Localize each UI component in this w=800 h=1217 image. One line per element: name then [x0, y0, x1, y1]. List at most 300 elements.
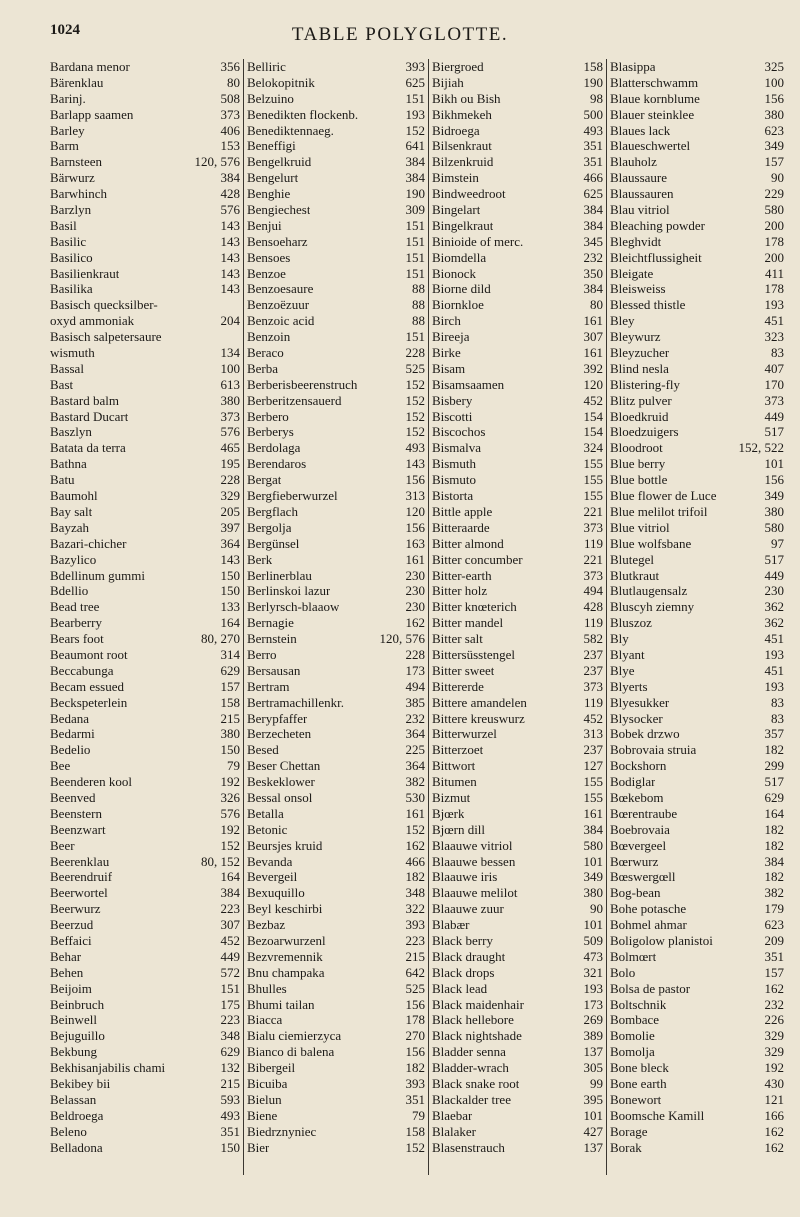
index-entry [610, 838, 784, 854]
index-entry [432, 424, 603, 440]
entry-term: Batata da terra [50, 440, 126, 456]
index-entry [50, 202, 240, 218]
index-entry [610, 345, 784, 361]
entry-term: Black drops [431, 964, 495, 980]
entry-term: Blue berry [609, 456, 666, 472]
index-column-1 [50, 59, 243, 1175]
entry-page: 178 [764, 281, 785, 297]
entry-page: 395 [583, 1091, 603, 1107]
index-entry [50, 488, 240, 504]
entry-page: 449 [764, 567, 785, 583]
index-entry [610, 1140, 784, 1156]
entry-page: 393 [405, 1076, 425, 1091]
entry-term: Barm [50, 138, 79, 154]
entry-term: Barnsteen [50, 154, 102, 170]
entry-term: Berberisbeerenstruch [246, 376, 358, 392]
entry-term: Bastard balm [50, 392, 119, 408]
entry-page: 580 [583, 837, 603, 853]
index-entry [247, 1124, 425, 1140]
entry-term: Bœrentraube [609, 805, 678, 821]
index-entry [247, 552, 425, 568]
entry-page: 151 [220, 980, 240, 996]
entry-page: 133 [220, 599, 240, 615]
entry-term: Bergat [246, 472, 282, 488]
index-entry [432, 711, 603, 727]
entry-term: Bekbung [50, 1044, 97, 1060]
entry-page: 101 [583, 853, 603, 869]
index-entry [610, 885, 784, 901]
entry-page: 576 [220, 424, 240, 440]
index-entry [50, 266, 240, 282]
entry-page: 161 [405, 805, 425, 821]
index-entry [610, 726, 784, 742]
entry-term: Bazari-chicher [50, 535, 127, 551]
entry-page: 269 [583, 1012, 603, 1028]
entry-term: Beerwurz [50, 901, 101, 917]
entry-term: Bitterwurzel [431, 726, 497, 742]
entry-term: Bitter holz [431, 583, 488, 599]
entry-page: 384 [583, 217, 603, 233]
entry-term: Bärenklau [50, 74, 104, 90]
entry-term: Blasippa [609, 59, 656, 74]
index-entry [50, 456, 240, 472]
entry-page: 101 [583, 917, 603, 933]
index-entry [247, 869, 425, 885]
entry-page: 193 [764, 297, 785, 313]
entry-term: Bleghvidt [609, 233, 662, 249]
entry-term: Bedana [50, 710, 89, 726]
entry-term: Blue wolfsbane [609, 535, 692, 551]
entry-term: Blaauwe melilot [431, 885, 518, 901]
entry-page: 384 [583, 821, 603, 837]
index-entry [247, 234, 425, 250]
entry-page: 152 [405, 122, 425, 138]
entry-page: 629 [220, 1044, 240, 1060]
entry-page: 593 [220, 1091, 240, 1107]
entry-page: 380 [764, 503, 785, 519]
entry-page: 451 [764, 313, 785, 329]
index-entry [432, 202, 603, 218]
entry-term: Berberys [246, 424, 294, 440]
entry-page: 430 [764, 1076, 785, 1091]
index-entry [247, 345, 425, 361]
entry-term: Boltschnik [609, 996, 667, 1012]
index-entry [50, 377, 240, 393]
entry-term: Bleichtflussigheit [609, 249, 702, 265]
index-entry [50, 854, 240, 870]
entry-term: Beerenklau [50, 853, 110, 869]
index-entry [50, 107, 240, 123]
entry-page: 451 [764, 662, 785, 678]
entry-page: 164 [764, 805, 785, 821]
entry-page: 364 [405, 726, 425, 742]
entry-page: 384 [405, 154, 425, 170]
index-entry [247, 726, 425, 742]
index-entry [50, 170, 240, 186]
index-entry [610, 266, 784, 282]
index-entry [50, 75, 240, 91]
entry-page: 362 [764, 599, 785, 615]
entry-term: Bikh ou Bish [431, 90, 501, 106]
index-entry [432, 552, 603, 568]
entry-page: 428 [583, 599, 603, 615]
index-entry [432, 440, 603, 456]
index-entry [50, 1012, 240, 1028]
entry-page: 380 [764, 106, 785, 122]
index-entry [610, 981, 784, 997]
index-entry [50, 663, 240, 679]
entry-term: Bedarmi [50, 726, 95, 742]
entry-term: oxyd ammoniak [50, 313, 135, 329]
index-entry [432, 742, 603, 758]
entry-term: Bolmœrt [609, 948, 657, 964]
entry-page: 151 [405, 265, 425, 281]
entry-page: 162 [764, 1123, 785, 1139]
index-entry [247, 981, 425, 997]
entry-term: Bekhisanjabilis chami [50, 1060, 166, 1076]
index-entry [247, 615, 425, 631]
index-entry [247, 822, 425, 838]
entry-page: 209 [764, 932, 785, 948]
entry-term: Bittere amandelen [431, 694, 527, 710]
entry-term: Bleyzucher [609, 345, 670, 361]
entry-page: 132 [220, 1060, 240, 1076]
entry-page: 173 [405, 662, 425, 678]
entry-term: Beenved [50, 789, 96, 805]
entry-page: 232 [583, 249, 603, 265]
index-entry [610, 599, 784, 615]
entry-term: Bathna [50, 456, 87, 472]
entry-term: Bittere kreuswurz [431, 710, 525, 726]
entry-term: Barlapp saamen [50, 106, 134, 122]
index-entry [432, 409, 603, 425]
entry-page: 351 [405, 1091, 425, 1107]
index-entry [247, 854, 425, 870]
entry-term: Benzoic acid [246, 313, 315, 329]
entry-term: Beleno [50, 1123, 87, 1139]
entry-term: Bluscyh ziemny [609, 599, 695, 615]
index-entry [50, 1140, 240, 1156]
entry-term: Bismuto [431, 472, 477, 488]
index-entry [50, 647, 240, 663]
index-entry [50, 218, 240, 234]
entry-page: 449 [764, 408, 785, 424]
index-entry [247, 1092, 425, 1108]
index-entry [432, 997, 603, 1013]
entry-page: 351 [583, 138, 603, 154]
index-entry [50, 949, 240, 965]
entry-term: Bilsenkraut [431, 138, 492, 154]
index-entry [610, 901, 784, 917]
entry-page: 83 [771, 710, 785, 726]
index-entry [50, 679, 240, 695]
index-entry [610, 933, 784, 949]
index-entry [50, 806, 240, 822]
entry-term: Bezvremennik [246, 948, 323, 964]
entry-term: Bismalva [431, 440, 482, 456]
entry-page: 153 [220, 138, 240, 154]
index-entry [247, 440, 425, 456]
entry-page: 451 [764, 631, 785, 647]
entry-term: Bireeja [431, 329, 470, 345]
index-entry [432, 266, 603, 282]
index-entry [50, 981, 240, 997]
index-entry [610, 790, 784, 806]
entry-term: Black hellebore [431, 1012, 514, 1028]
entry-page: 230 [764, 583, 785, 599]
entry-term: Biene [246, 1107, 278, 1123]
entry-page: 182 [764, 742, 785, 758]
index-entry [610, 218, 784, 234]
entry-page: 90 [771, 170, 785, 186]
entry-term: Bengelkruid [246, 154, 312, 170]
index-entry [432, 981, 603, 997]
index-entry [50, 186, 240, 202]
entry-term: Bœvergeel [609, 837, 667, 853]
index-entry [50, 1076, 240, 1092]
entry-term: Black snake root [431, 1076, 520, 1091]
entry-term: Blysocker [609, 710, 663, 726]
page-header [0, 22, 800, 48]
entry-term: Bolsa de pastor [609, 980, 691, 996]
entry-page: 530 [405, 789, 425, 805]
index-entry [610, 202, 784, 218]
entry-term: Bohe potasche [609, 901, 687, 917]
entry-term: Bitumen [431, 774, 477, 790]
entry-term: Baszlyn [50, 424, 92, 440]
index-entry [50, 583, 240, 599]
entry-page: 158 [583, 59, 603, 74]
index-entry [50, 1028, 240, 1044]
index-entry [247, 1108, 425, 1124]
index-entry [247, 917, 425, 933]
index-entry [247, 536, 425, 552]
index-entry [247, 1060, 425, 1076]
entry-term: Blaauwe vitriol [431, 837, 513, 853]
entry-page: 79 [411, 1107, 425, 1123]
entry-term: Barzlyn [50, 202, 92, 218]
index-entry [50, 536, 240, 552]
entry-term: Blau vitriol [609, 202, 670, 218]
entry-term: Bitter knœterich [431, 599, 517, 615]
entry-page: 384 [583, 202, 603, 218]
index-entry [432, 647, 603, 663]
entry-page: 190 [405, 186, 425, 202]
index-entry [610, 1076, 784, 1092]
index-entry [610, 456, 784, 472]
entry-term: Berypfaffer [246, 710, 308, 726]
entry-term: Beinbruch [50, 996, 105, 1012]
index-entry [50, 1124, 240, 1140]
entry-term: Beldroega [50, 1107, 104, 1123]
index-entry [50, 1108, 240, 1124]
index-entry [610, 695, 784, 711]
index-entry [432, 838, 603, 854]
entry-term: Berendaros [246, 456, 307, 472]
entry-page: 384 [405, 170, 425, 186]
entry-term: Benedikten flockenb. [246, 106, 359, 122]
entry-page: 162 [764, 980, 785, 996]
entry-term: Bicuiba [246, 1076, 288, 1091]
index-entry [247, 313, 425, 329]
index-entry [432, 75, 603, 91]
index-entry [247, 949, 425, 965]
entry-page: 508 [220, 90, 240, 106]
entry-page: 205 [220, 503, 240, 519]
index-entry [247, 281, 425, 297]
index-entry [432, 393, 603, 409]
entry-term: Berlinerblau [246, 567, 312, 583]
index-columns [50, 59, 784, 1175]
entry-page: 154 [583, 424, 603, 440]
index-entry [247, 520, 425, 536]
index-entry [610, 917, 784, 933]
entry-page: 151 [405, 329, 425, 345]
entry-page: 373 [220, 408, 240, 424]
entry-page: 155 [583, 488, 603, 504]
entry-page: 152 [405, 408, 425, 424]
entry-page: 156 [405, 1044, 425, 1060]
index-entry [610, 1060, 784, 1076]
entry-page: 329 [764, 1044, 785, 1060]
entry-term: Bleywurz [609, 329, 661, 345]
entry-term: Beckspeterlein [50, 694, 128, 710]
entry-term: Blue vitriol [609, 519, 670, 535]
entry-page: 309 [405, 202, 425, 218]
entry-term: Blabær [431, 917, 470, 933]
index-entry [247, 1140, 425, 1156]
entry-page: 88 [411, 297, 425, 313]
index-entry [50, 997, 240, 1013]
entry-page: 313 [405, 488, 425, 504]
entry-page: 225 [405, 742, 425, 758]
entry-term: Benghie [246, 186, 291, 202]
entry-page: 580 [764, 519, 785, 535]
entry-term: Blaauwe iris [431, 869, 498, 885]
index-entry [247, 472, 425, 488]
index-entry [247, 885, 425, 901]
entry-term: Bladder-wrach [431, 1060, 509, 1076]
index-entry [610, 663, 784, 679]
entry-term: Bismuth [431, 456, 477, 472]
entry-page: 80, 152 [200, 853, 240, 869]
entry-page: 351 [764, 948, 785, 964]
index-entry [50, 711, 240, 727]
index-entry [432, 1140, 603, 1156]
entry-term: Bitter salt [431, 631, 483, 647]
entry-page: 99 [589, 1076, 603, 1091]
entry-term: Bionock [431, 265, 476, 281]
index-entry [432, 281, 603, 297]
index-entry [50, 297, 240, 313]
entry-page: 143 [220, 217, 240, 233]
entry-page: 152, 522 [738, 440, 785, 456]
entry-term: Behen [50, 964, 84, 980]
entry-term: Bley [609, 313, 635, 329]
entry-term: Bloedkruid [609, 408, 669, 424]
entry-page: 576 [220, 805, 240, 821]
index-entry [610, 488, 784, 504]
entry-term: Blaussaure [609, 170, 668, 186]
index-entry [247, 329, 425, 345]
entry-page: 101 [764, 456, 785, 472]
index-entry [247, 965, 425, 981]
index-entry [247, 568, 425, 584]
entry-page: 449 [220, 948, 240, 964]
entry-term: Blue flower de Luce [609, 488, 717, 504]
entry-term: Bijiah [431, 74, 464, 90]
entry-term: Bergolja [246, 519, 292, 535]
entry-page: 179 [764, 901, 785, 917]
index-entry [50, 59, 240, 75]
entry-term: Belassan [50, 1091, 97, 1107]
entry-page: 380 [583, 885, 603, 901]
entry-page: 373 [583, 678, 603, 694]
entry-page: 373 [764, 392, 785, 408]
entry-term: Bloedzuigers [609, 424, 679, 440]
entry-term: Biomdella [431, 249, 487, 265]
index-entry [50, 552, 240, 568]
entry-term: Betonic [246, 821, 288, 837]
entry-term: Blatterschwamm [609, 74, 699, 90]
entry-page: 137 [583, 1139, 603, 1155]
entry-page: 348 [405, 885, 425, 901]
index-entry [432, 250, 603, 266]
index-entry [247, 695, 425, 711]
entry-term: Biscochos [431, 424, 486, 440]
entry-page: 119 [583, 694, 603, 710]
entry-page: 494 [405, 678, 425, 694]
entry-term: Beenzwart [50, 821, 106, 837]
index-entry [247, 409, 425, 425]
entry-term: Besed [246, 742, 279, 758]
index-entry [247, 1076, 425, 1092]
index-entry [610, 377, 784, 393]
index-entry [432, 599, 603, 615]
index-entry [50, 695, 240, 711]
entry-term: Bomolie [609, 1028, 655, 1044]
index-entry [50, 631, 240, 647]
index-entry [50, 917, 240, 933]
entry-term: Bobrovaia struia [609, 742, 697, 758]
index-entry [247, 1012, 425, 1028]
entry-page: 158 [220, 694, 240, 710]
entry-term: Black maidenhair [431, 996, 524, 1012]
entry-term: Beerzud [50, 917, 94, 933]
index-entry [50, 885, 240, 901]
index-entry [432, 456, 603, 472]
entry-term: Bengelurt [246, 170, 299, 186]
index-entry [432, 806, 603, 822]
index-entry [432, 1028, 603, 1044]
entry-page: 223 [405, 932, 425, 948]
index-entry [610, 154, 784, 170]
entry-term: Beyl keschirbi [246, 901, 323, 917]
entry-page: 166 [764, 1107, 785, 1123]
index-entry [610, 1012, 784, 1028]
entry-term: Bidroega [431, 122, 480, 138]
index-entry [50, 138, 240, 154]
entry-page: 428 [220, 186, 240, 202]
index-entry [50, 281, 240, 297]
index-entry [247, 250, 425, 266]
entry-page: 83 [771, 345, 785, 361]
entry-term: Blaussauren [609, 186, 674, 202]
index-entry [432, 234, 603, 250]
entry-term: Becam essued [50, 678, 125, 694]
index-entry [610, 107, 784, 123]
index-entry [610, 186, 784, 202]
